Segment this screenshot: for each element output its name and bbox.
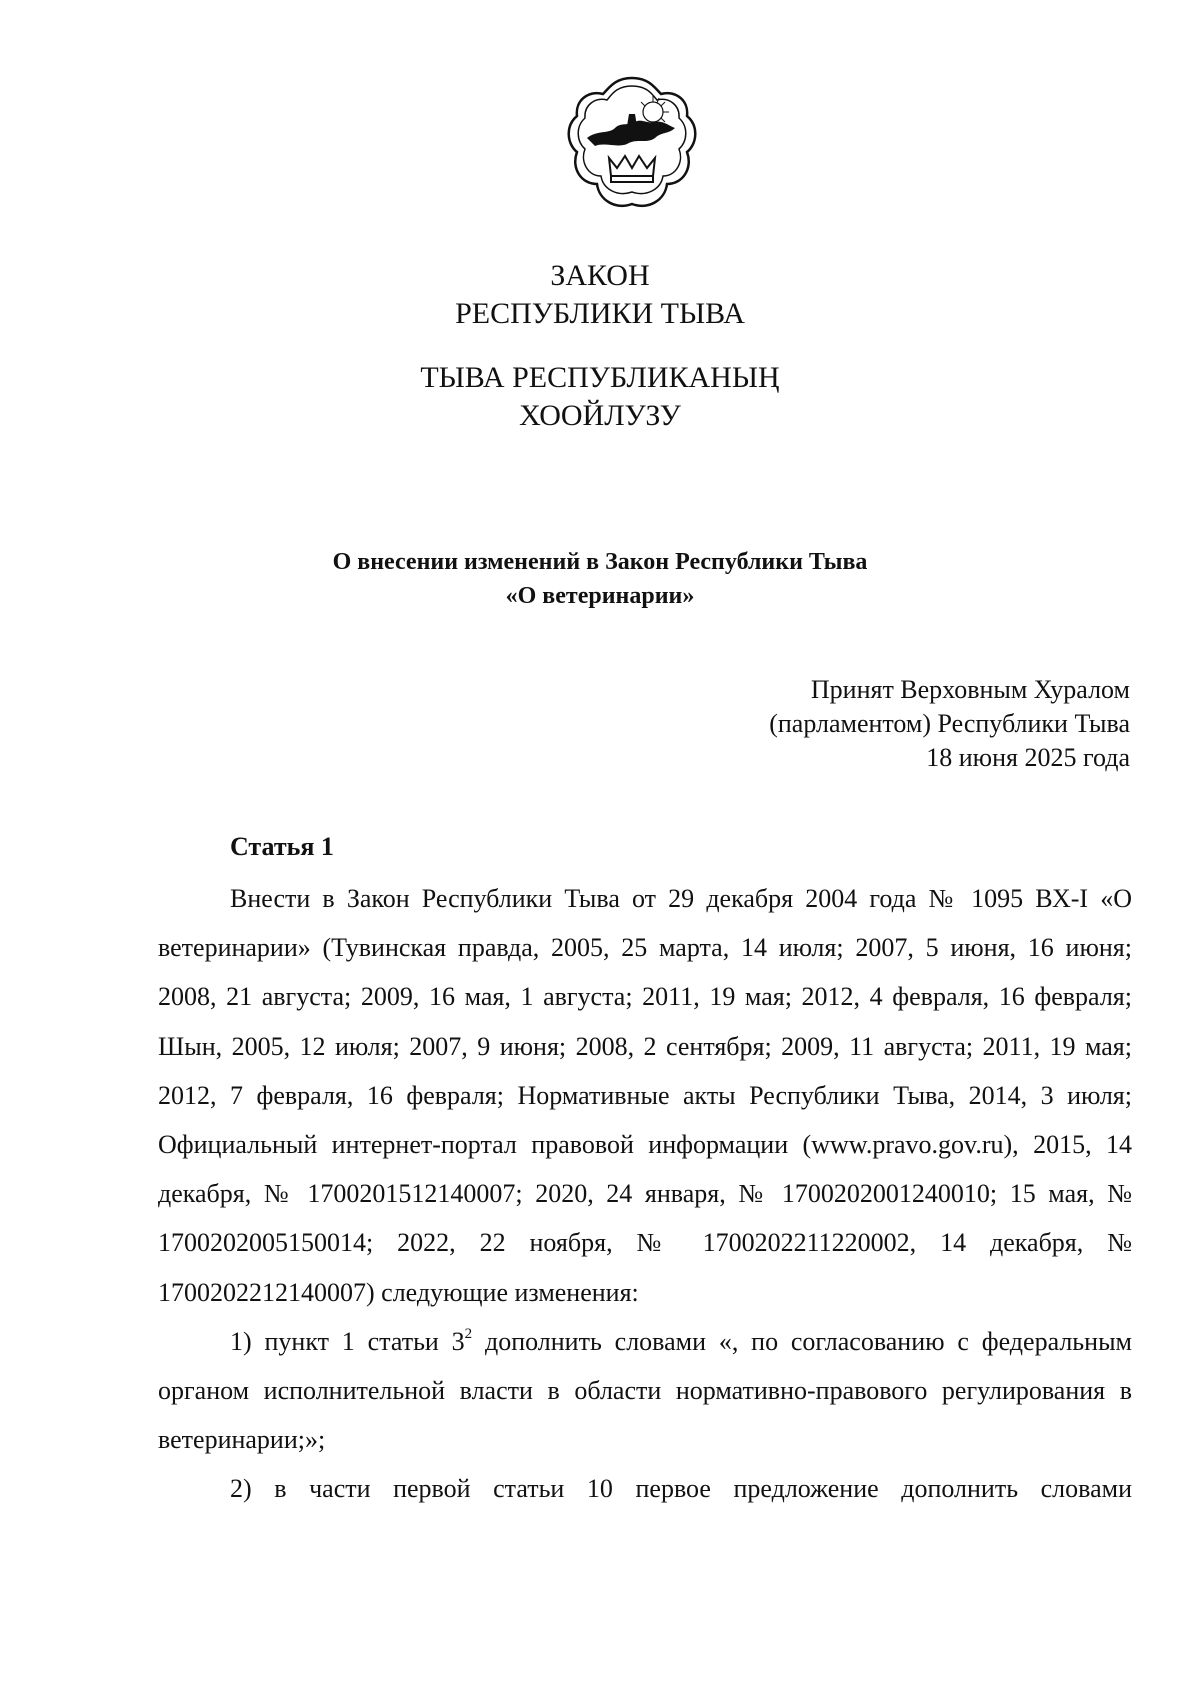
heading-line-tuvan-republic: ТЫВА РЕСПУБЛИКАНЫҢ [420, 361, 780, 394]
law-title [0, 545, 1200, 613]
item-1-text-end: дополнить словами «, по согласованию с федеральным органом исполнительной власти в области нормативно-правового регулирования в ветеринарии;»; [158, 1326, 1133, 1455]
heading-line-republic: РЕСПУБЛИКИ ТЫВА [455, 297, 745, 330]
law-heading-tuvan [0, 359, 1200, 435]
coat-of-arms-emblem [565, 72, 700, 222]
heading-line-tuvan-law: ХООЙЛУЗУ [519, 399, 681, 432]
article-body [158, 874, 1132, 1514]
item-1-text-start: 1) пункт 1 статьи 3 [230, 1326, 465, 1356]
article-item-1 [158, 1317, 1132, 1465]
law-heading [0, 257, 1200, 333]
adopted-parliament: (парламентом) Республики Тыва [769, 709, 1130, 738]
title-line-2: «О ветеринарии» [505, 583, 695, 609]
heading-line-zakon: ЗАКОН [550, 259, 650, 292]
title-line-1: О внесении изменений в Закон Республики Тыва [332, 549, 868, 575]
article-title: Статья 1 [230, 832, 334, 861]
adoption-date: 18 июня 2025 года [926, 743, 1130, 772]
article-item-2: 2) в части первой статьи 10 первое предложение дополнить словами [230, 1474, 1132, 1504]
adopted-by: Принят Верховным Хуралом [810, 675, 1130, 704]
article-intro-paragraph: Внести в Закон Республики Тыва от 29 декабря 2004 года № 1095 ВХ-I «О ветеринарии» (Тувинская правда, 2005, 25 марта, 14 июля; 2007, 5 июня, 16 июня; 2008, 21 августа; 2009, 16 мая, 1 августа; 2011, 19 мая; 2012, 4 февраля, 16 февраля; Шын, 2005, 12 июля; 2007, 9 июня; 2008, 2 сентября; 2009, 11 августа; 2011, 19 мая; 2012, 7 февраля, 16 февраля; Нормативные акты Республики Тыва, 2014, 3 июля; Официальный интернет-портал правовой информации (www.pravo.gov.ru), 2015, 14 декабря, № 1700201512140007; 2020, 24 января, № 1700202001240010; 15 мая, № 1700202005150014; 2022, 22 ноября, № 1700202211220002, 14 декабря, № 1700202212140007) следующие изменения: [158, 884, 1132, 1307]
item-1-superscript: 2 [464, 1325, 473, 1342]
adoption-block [769, 673, 1130, 775]
